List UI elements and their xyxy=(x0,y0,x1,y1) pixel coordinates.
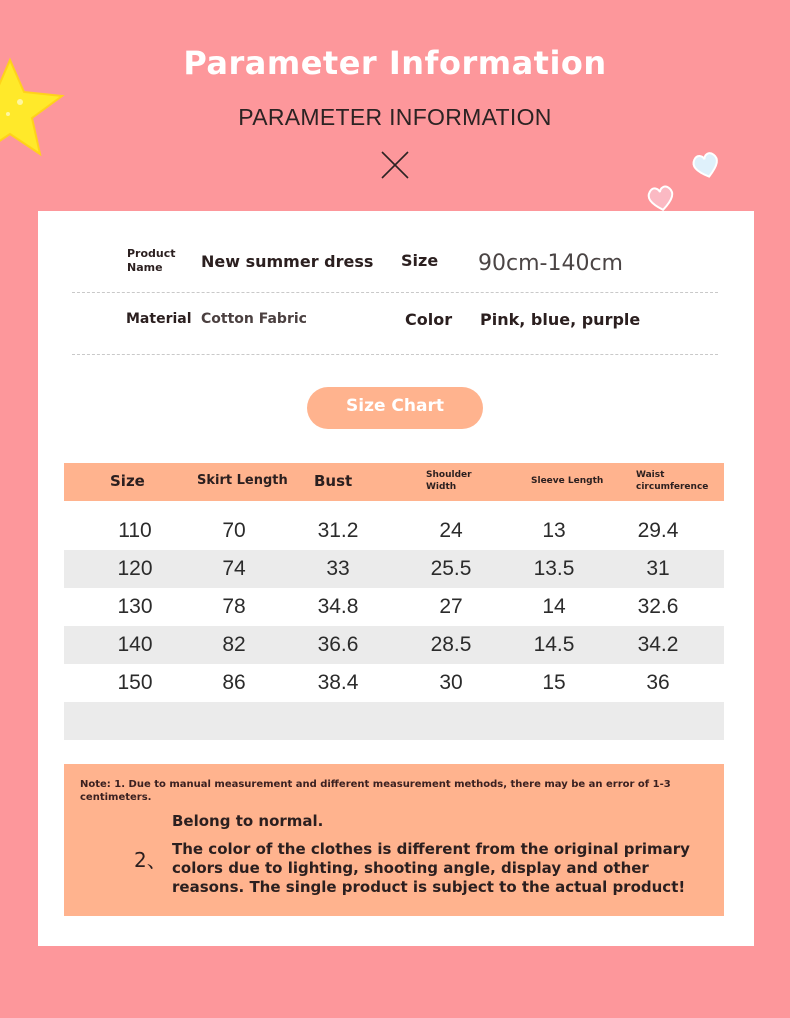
cell-skirt: 86 xyxy=(222,671,246,694)
note-line-1: Note: 1. Due to manual measurement and different measurement methods, there may be an error of 1-3 centimeters. xyxy=(80,779,671,803)
cell-size: 150 xyxy=(117,671,153,694)
cell-sleeve: 13.5 xyxy=(533,557,575,580)
page-subtitle: PARAMETER INFORMATION xyxy=(238,104,552,130)
note-box xyxy=(64,764,724,916)
table-row xyxy=(64,626,724,664)
header-skirt-length: Skirt Length xyxy=(197,473,288,488)
cell-shoulder: 30 xyxy=(439,671,463,694)
table-header xyxy=(64,463,724,501)
cell-bust: 36.6 xyxy=(317,633,359,656)
cell-shoulder: 24 xyxy=(439,519,463,542)
material-value: Cotton Fabric xyxy=(201,311,307,327)
cell-bust: 33 xyxy=(326,557,350,580)
cell-sleeve: 15 xyxy=(542,671,566,694)
cell-skirt: 78 xyxy=(222,595,246,618)
header-bust: Bust xyxy=(314,472,353,490)
cell-size: 110 xyxy=(118,519,152,542)
heart-blue-icon xyxy=(690,150,722,180)
material-label: Material xyxy=(126,311,192,327)
header-size: Size xyxy=(110,472,145,490)
cell-bust: 31.2 xyxy=(317,519,359,542)
cell-sleeve: 14 xyxy=(542,595,566,618)
page-title: Parameter Information xyxy=(183,44,607,82)
cell-skirt: 70 xyxy=(222,519,246,542)
heart-pink-icon xyxy=(645,183,677,213)
divider xyxy=(72,354,718,355)
table-row xyxy=(64,588,724,626)
cell-size: 120 xyxy=(117,557,153,580)
table-row xyxy=(64,550,724,588)
color-value: Pink, blue, purple xyxy=(480,310,641,329)
cell-waist: 31 xyxy=(646,557,670,580)
cell-size: 130 xyxy=(117,595,153,618)
size-label: Size xyxy=(401,251,439,270)
parameter-card xyxy=(38,211,754,946)
divider xyxy=(72,292,718,293)
cell-skirt: 74 xyxy=(222,557,246,580)
cell-skirt: 82 xyxy=(222,633,246,656)
cross-divider-icon xyxy=(380,150,410,180)
product-name-value: New summer dress xyxy=(201,252,374,271)
header-shoulder-width: Shoulder Width xyxy=(426,470,472,492)
header-waist: Waist circumference xyxy=(636,470,709,492)
table-row xyxy=(64,512,724,550)
note-line-2: Belong to normal. xyxy=(172,812,324,830)
cell-shoulder: 28.5 xyxy=(430,633,472,656)
note-line-3: The color of the clothes is different from the original primary colors due to lighting, shooting angle, display and other reasons. The single product is subject to the actual product! xyxy=(172,840,690,896)
cell-waist: 32.6 xyxy=(637,595,679,618)
header-sleeve-length: Sleeve Length xyxy=(531,476,604,486)
table-row xyxy=(64,664,724,702)
size-chart-button: Size Chart xyxy=(307,387,483,429)
cell-shoulder: 27 xyxy=(439,595,463,618)
cell-sleeve: 13 xyxy=(542,519,566,542)
color-label: Color xyxy=(405,310,453,329)
cell-waist: 34.2 xyxy=(637,633,679,656)
size-value: 90cm-140cm xyxy=(478,251,623,276)
cell-size: 140 xyxy=(117,633,153,656)
cell-waist: 36 xyxy=(646,671,670,694)
cell-sleeve: 14.5 xyxy=(533,633,575,656)
cell-bust: 38.4 xyxy=(317,671,359,694)
cell-waist: 29.4 xyxy=(637,519,679,542)
cell-shoulder: 25.5 xyxy=(430,557,472,580)
table-row-empty xyxy=(64,702,724,740)
product-name-label: Product Name xyxy=(127,247,176,274)
note-number-2: 2、 xyxy=(134,848,167,872)
cell-bust: 34.8 xyxy=(317,595,359,618)
